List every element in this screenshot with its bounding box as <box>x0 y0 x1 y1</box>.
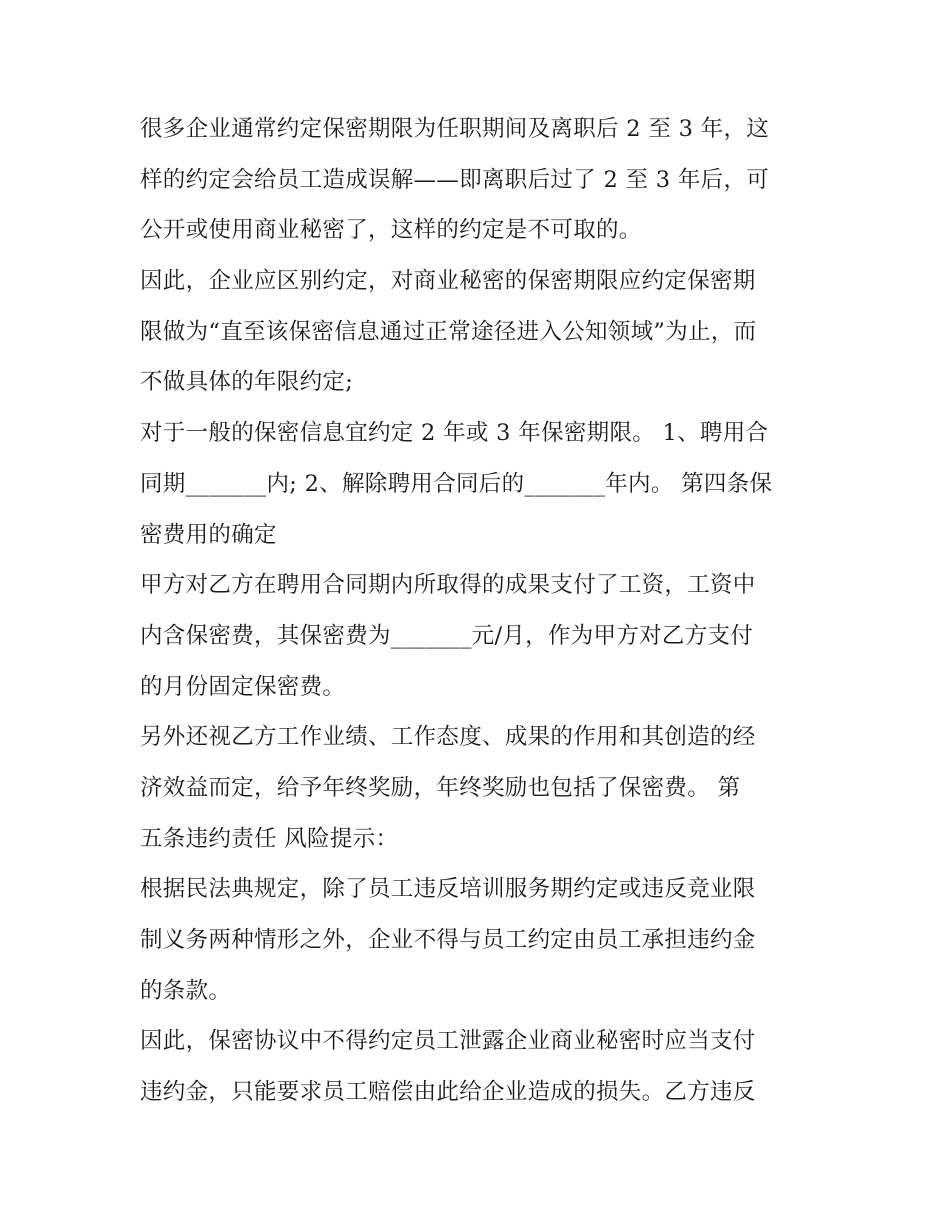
text-line: 违约金，只能要求员工赔偿由此给企业造成的损失。乙方违反 <box>140 1079 756 1106</box>
text-line: 样的约定会给员工造成误解——即离职后过了 2 至 3 年后，可 <box>140 166 770 193</box>
text-line: 根据民法典规定，除了员工违反培训服务期约定或违反竞业限 <box>140 876 756 903</box>
text-line: 的月份固定保密费。 <box>140 673 346 700</box>
text-line: 五条违约责任 风险提示： <box>140 825 399 852</box>
text-line: 内含保密费，其保密费为_______元/月，作为甲方对乙方支付 <box>140 622 754 649</box>
text-line: 济效益而定，给予年终奖励，年终奖励也包括了保密费。 第 <box>140 774 741 801</box>
text-line: 不做具体的年限约定; <box>140 369 354 396</box>
text-line: 对于一般的保密信息宜约定 2 年或 3 年保密期限。 1、聘用合 <box>140 420 769 447</box>
text-line: 密费用的确定 <box>140 521 277 548</box>
text-line: 的条款。 <box>140 977 232 1004</box>
text-line: 制义务两种情形之外，企业不得与员工约定由员工承担违约金 <box>140 927 756 953</box>
text-line: 因此，企业应区别约定，对商业秘密的保密期限应约定保密期 <box>140 268 756 295</box>
text-line: 很多企业通常约定保密期限为任职期间及离职后 2 至 3 年，这 <box>140 116 770 142</box>
text-line: 限做为“直至该保密信息通过正常途径进入公知领域”为止，而 <box>140 318 757 345</box>
text-line: 甲方对乙方在聘用合同期内所取得的成果支付了工资，工资中 <box>140 572 756 599</box>
text-line: 因此，保密协议中不得约定员工泄露企业商业秘密时应当支付 <box>140 1028 756 1055</box>
text-line: 同期_______内; 2、解除聘用合同后的_______年内。 第四条保 <box>140 470 773 497</box>
text-line: 另外还视乙方工作业绩、工作态度、成果的作用和其创造的经 <box>140 724 756 751</box>
document-body <box>140 104 815 1118</box>
text-line: 公开或使用商业秘密了，这样的约定是不可取的。 <box>140 217 642 244</box>
